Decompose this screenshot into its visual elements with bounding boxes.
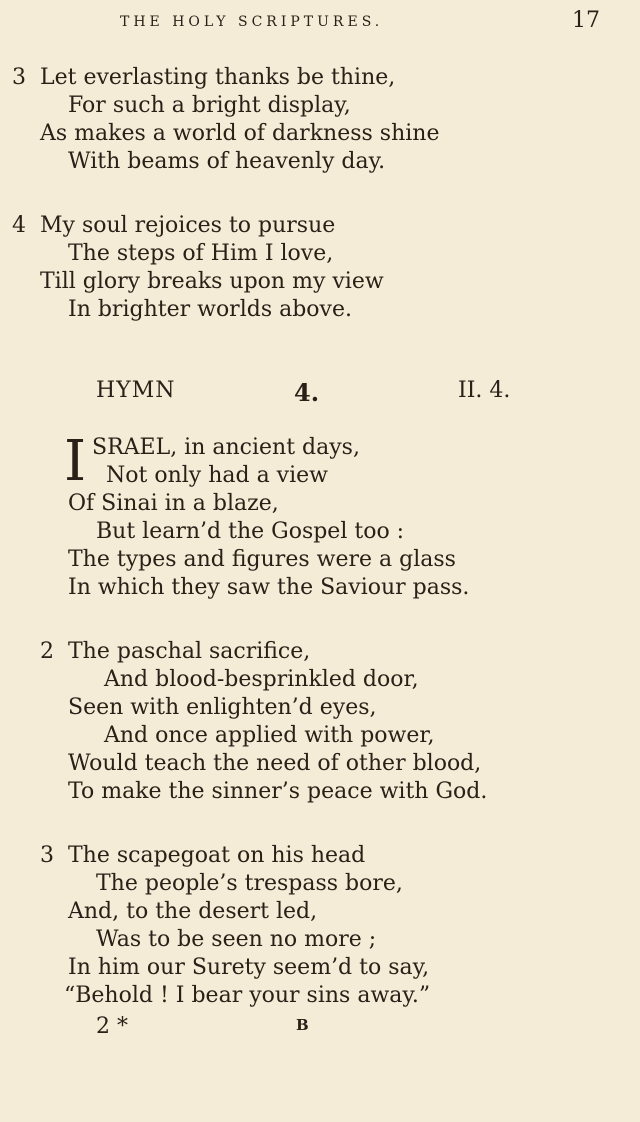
- page-number: 17: [572, 8, 600, 33]
- verse-line: Was to be seen no more ;: [96, 927, 377, 952]
- verse-line: Let everlasting thanks be thine,: [40, 65, 396, 90]
- verse-line: As makes a world of darkness shine: [40, 121, 440, 146]
- hymn-label: HYMN: [96, 378, 176, 403]
- verse-line: To make the sinner’s peace with God.: [68, 779, 488, 804]
- stanza-number: 2: [40, 639, 54, 664]
- hymn-heading: [96, 378, 536, 408]
- verse-line: Would teach the need of other blood,: [68, 751, 482, 776]
- verse-line: And once applied with power,: [104, 723, 435, 748]
- gathering-mark: B: [296, 1016, 309, 1034]
- verse-line: For such a bright display,: [68, 93, 351, 118]
- verse-line: My soul rejoices to pursue: [40, 213, 336, 238]
- signature-mark: 2 *: [96, 1014, 128, 1039]
- verse-line: And, to the desert led,: [68, 899, 318, 924]
- verse-line: The steps of Him I love,: [68, 241, 334, 266]
- hymn-meter: II. 4.: [458, 378, 511, 403]
- stanza-number: 4: [12, 213, 26, 238]
- drop-cap: I: [64, 429, 87, 494]
- hymn-number: 4.: [294, 378, 320, 407]
- verse-line: Seen with enlighten’d eyes,: [68, 695, 377, 720]
- verse-line: With beams of heavenly day.: [68, 149, 386, 174]
- verse-line: “Behold ! I bear your sins away.”: [64, 983, 431, 1008]
- verse-line: The people’s trespass bore,: [96, 871, 403, 896]
- verse-line: In brighter worlds above.: [68, 297, 352, 322]
- verse-line: In which they saw the Saviour pass.: [68, 575, 470, 600]
- verse-line: The paschal sacrifice,: [68, 639, 311, 664]
- stanza-number: 3: [12, 65, 26, 90]
- verse-line: In him our Surety seem’d to say,: [68, 955, 430, 980]
- verse-line: The scapegoat on his head: [68, 843, 366, 868]
- verse-line: But learn’d the Gospel too :: [96, 519, 405, 544]
- stanza-number: 3: [40, 843, 54, 868]
- verse-line: The types and figures were a glass: [68, 547, 456, 572]
- verse-line: SRAEL, in ancient days,: [92, 435, 360, 460]
- verse-line: Not only had a view: [106, 463, 328, 488]
- running-head: THE HOLY SCRIPTURES.: [120, 14, 384, 30]
- verse-line: Till glory breaks upon my view: [40, 269, 384, 294]
- verse-line: Of Sinai in a blaze,: [68, 491, 279, 516]
- verse-line: And blood-besprinkled door,: [104, 667, 419, 692]
